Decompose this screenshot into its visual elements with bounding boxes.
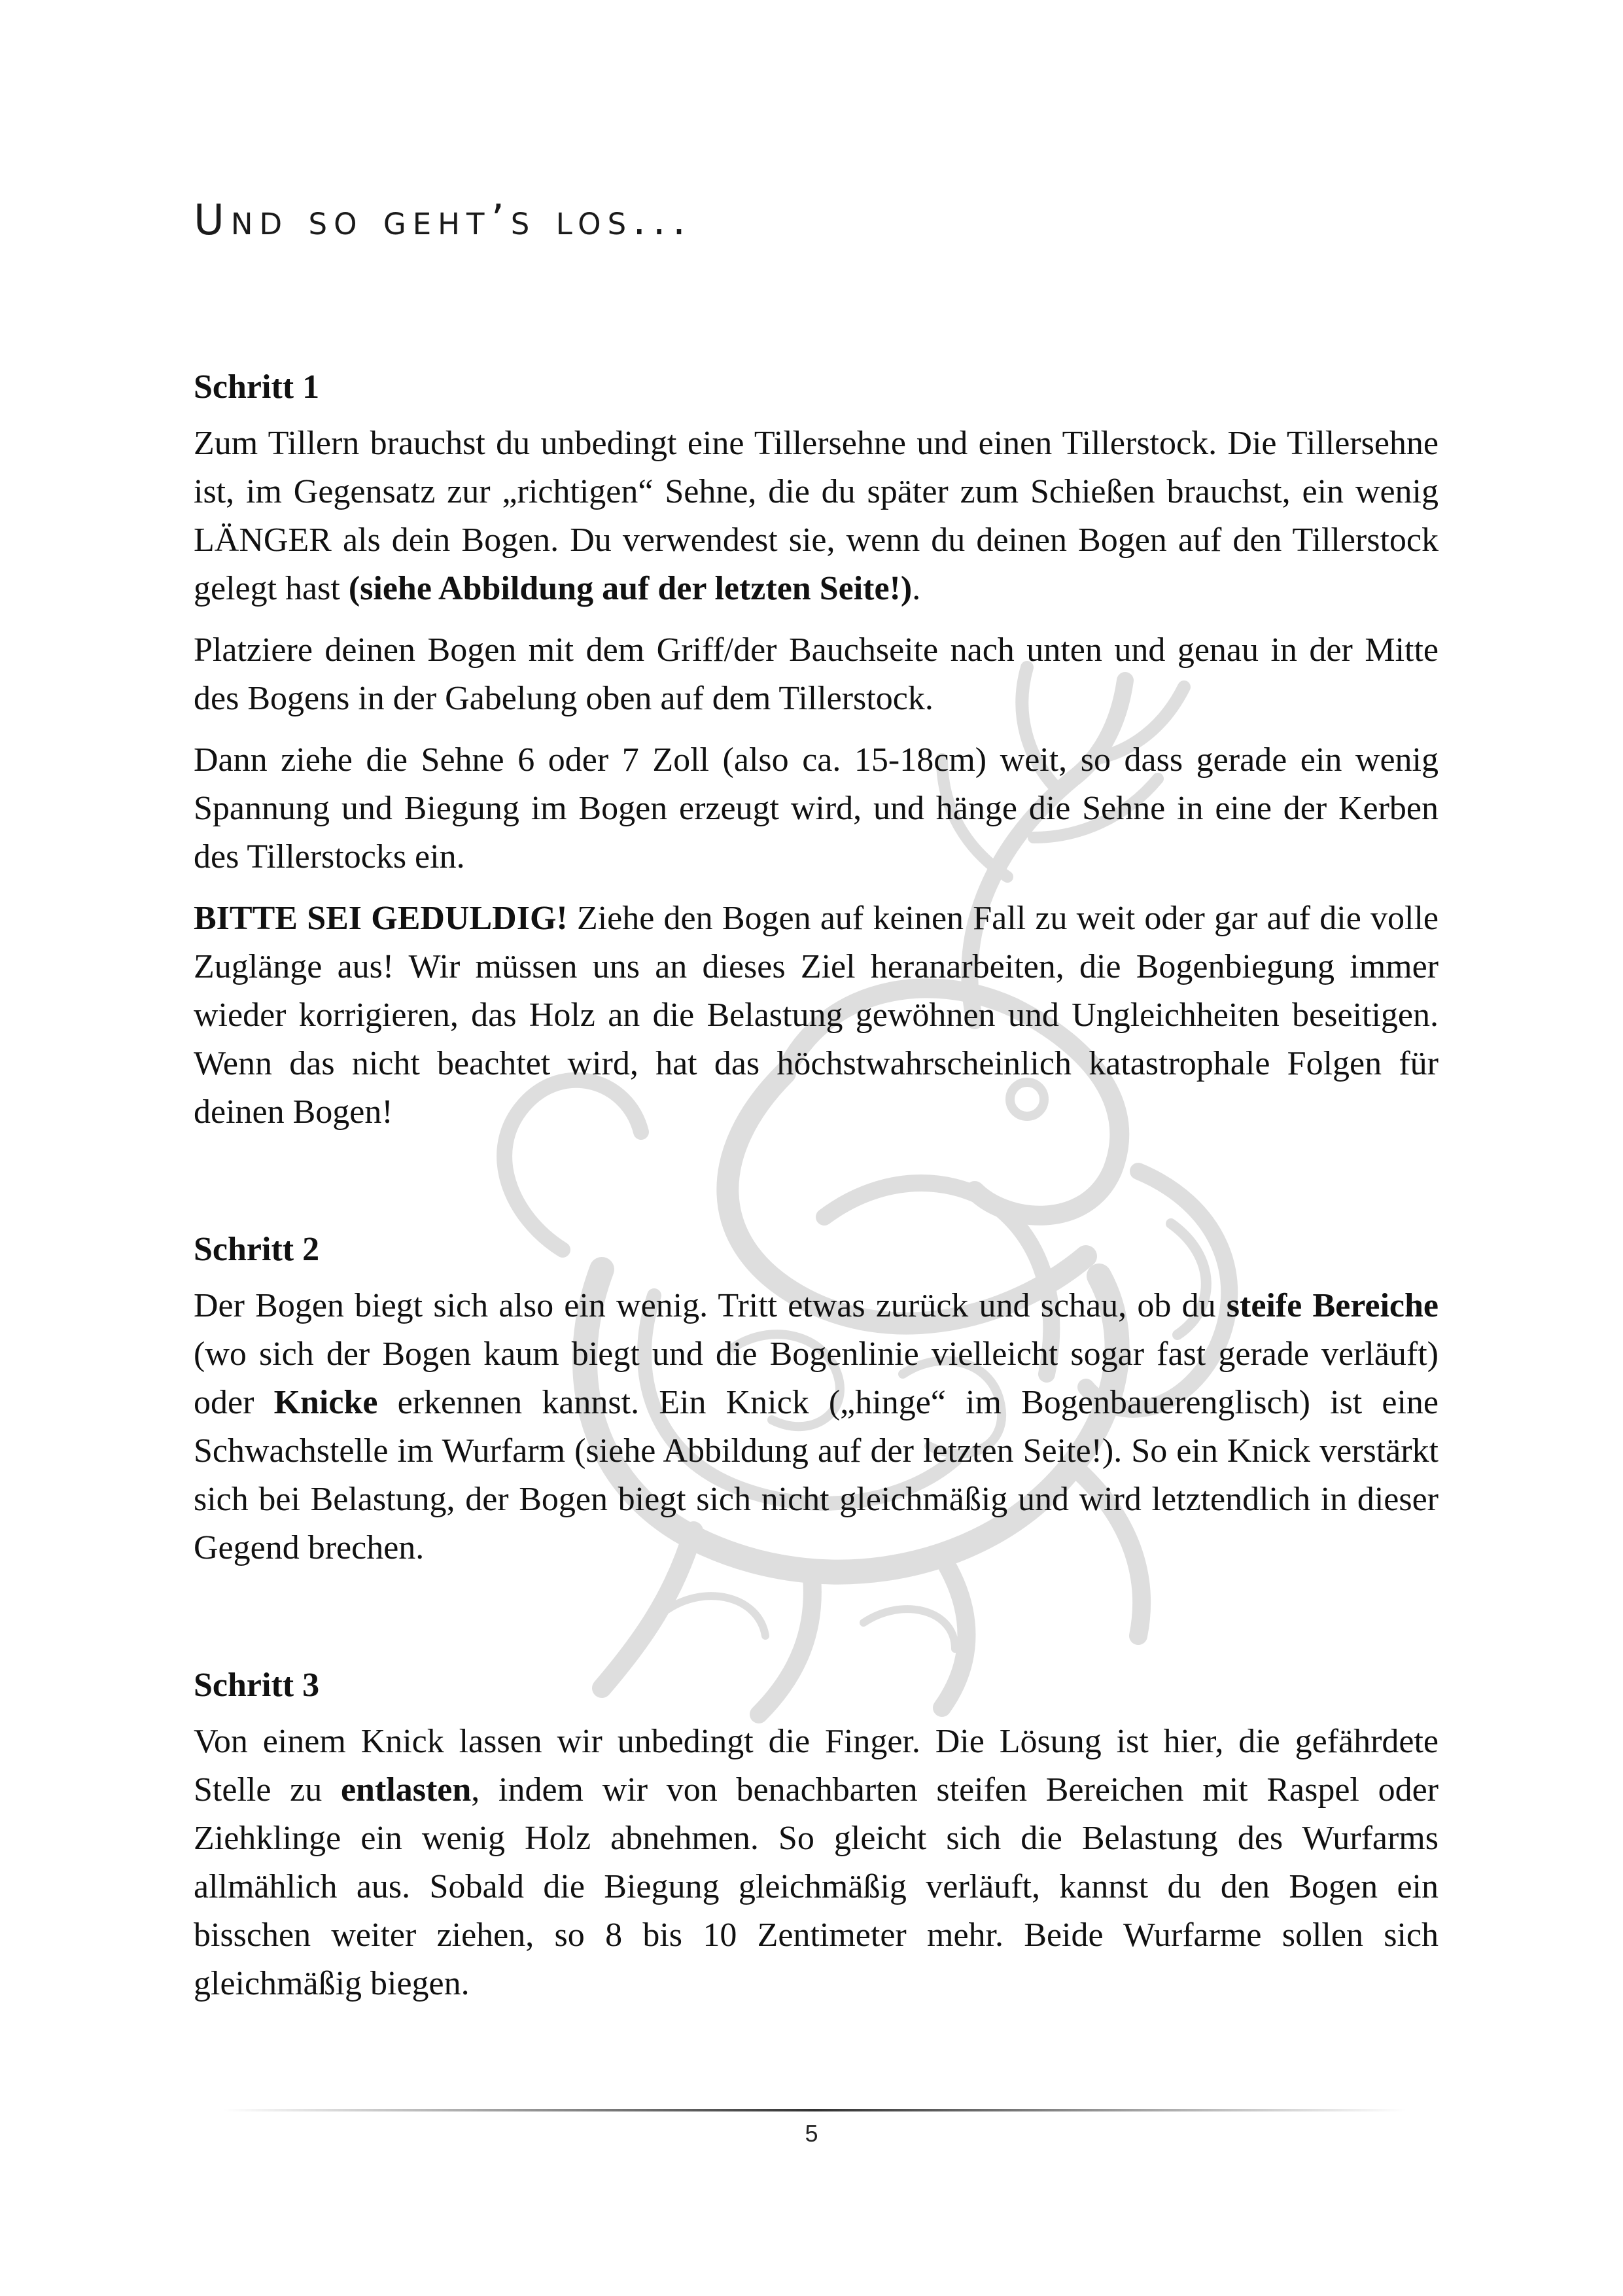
step-heading: Schritt 3 (194, 1667, 320, 1704)
text-run: Zum Tillern brauchst du unbedingt eine Tillersehne und einen Tillerstock. Die Tillersehne ist, im Gegensatz zur „richtigen“ Sehne, die du später zum Schießen brauchst, ein wenig LÄNGER als dein Bogen. Du verwendest sie, wenn du deinen Bogen auf den Tillerstock gelegt hast (194, 425, 1439, 607)
text-run: Der Bogen biegt sich also ein wenig. Tritt etwas zurück und schau, ob du (194, 1287, 1227, 1324)
step-section (194, 363, 1439, 1137)
step-heading: Schritt 1 (194, 368, 320, 406)
text-run: . (912, 570, 921, 607)
text-run: Ziehe den Bogen auf keinen Fall zu weit oder gar auf die volle Zuglänge aus! Wir müssen uns an dieses Ziel heranarbeiten, die Bogenbiegung immer wieder korrigieren, das Holz an die Belastung gewöhnen und Ungleichheiten beseitigen. Wenn das nicht beachtet wird, hat das höchstwahrscheinlich katastrophale Folgen für deinen Bogen! (194, 900, 1439, 1131)
step-section (194, 1661, 1439, 2008)
paragraph (194, 1718, 1439, 2008)
bold-text: Knicke (273, 1384, 378, 1421)
paragraph (194, 736, 1439, 881)
page-number: 5 (805, 2120, 818, 2147)
bold-text: BITTE SEI GEDULDIG! (194, 900, 568, 937)
text-run: Von einem Knick lassen wir unbedingt die Finger. Die Lösung ist hier, die gefährdete Stelle zu (194, 1723, 1439, 1809)
step-heading: Schritt 2 (194, 1231, 320, 1268)
paragraph (194, 626, 1439, 723)
bold-text: entlasten (340, 1771, 472, 1809)
text-run: Platziere deinen Bogen mit dem Griff/der Bauchseite nach unten und genau in der Mitte des Bogens in der Gabelung oben auf dem Tillerstock. (194, 631, 1439, 717)
paragraph (194, 419, 1439, 613)
paragraph (194, 894, 1439, 1137)
footer-divider (222, 2109, 1406, 2111)
bold-text: (siehe Abbildung auf der letzten Seite!) (348, 570, 913, 607)
text-run: erkennen kannst. Ein Knick („hinge“ im Bogenbauerenglisch) ist eine Schwachstelle im Wurfarm (siehe Abbildung auf der letzten Seite!). So ein Knick verstärkt sich bei Belastung, der Bogen biegt sich nicht gleichmäßig und wird letztendlich in dieser Gegend brechen. (194, 1384, 1439, 1566)
text-run: (wo sich der Bogen kaum biegt und die Bogenlinie vielleicht sogar fast gerade verläuft) oder (194, 1335, 1439, 1421)
step-section (194, 1226, 1439, 1572)
text-run: , indem wir von benachbarten steifen Bereichen mit Raspel oder Ziehklinge ein wenig Holz abnehmen. So gleicht sich die Belastung des Wurfarms allmählich aus. Sobald die Biegung gleichmäßig verläuft, kannst du den Bogen ein bisschen weiter ziehen, so 8 bis 10 Zentimeter mehr. Beide Wurfarme sollen sich gleichmäßig biegen. (194, 1771, 1439, 2002)
text-run: Dann ziehe die Sehne 6 oder 7 Zoll (also ca. 15-18cm) weit, so dass gerade ein wenig Spannung und Biegung im Bogen erzeugt wird, und hänge die Sehne in eine der Kerben des Tillerstocks ein. (194, 741, 1439, 875)
chapter-title: Und so geht’s los... (194, 196, 693, 245)
bold-text: steife Bereiche (1226, 1287, 1439, 1324)
paragraph (194, 1282, 1439, 1572)
main-content (194, 363, 1439, 2021)
